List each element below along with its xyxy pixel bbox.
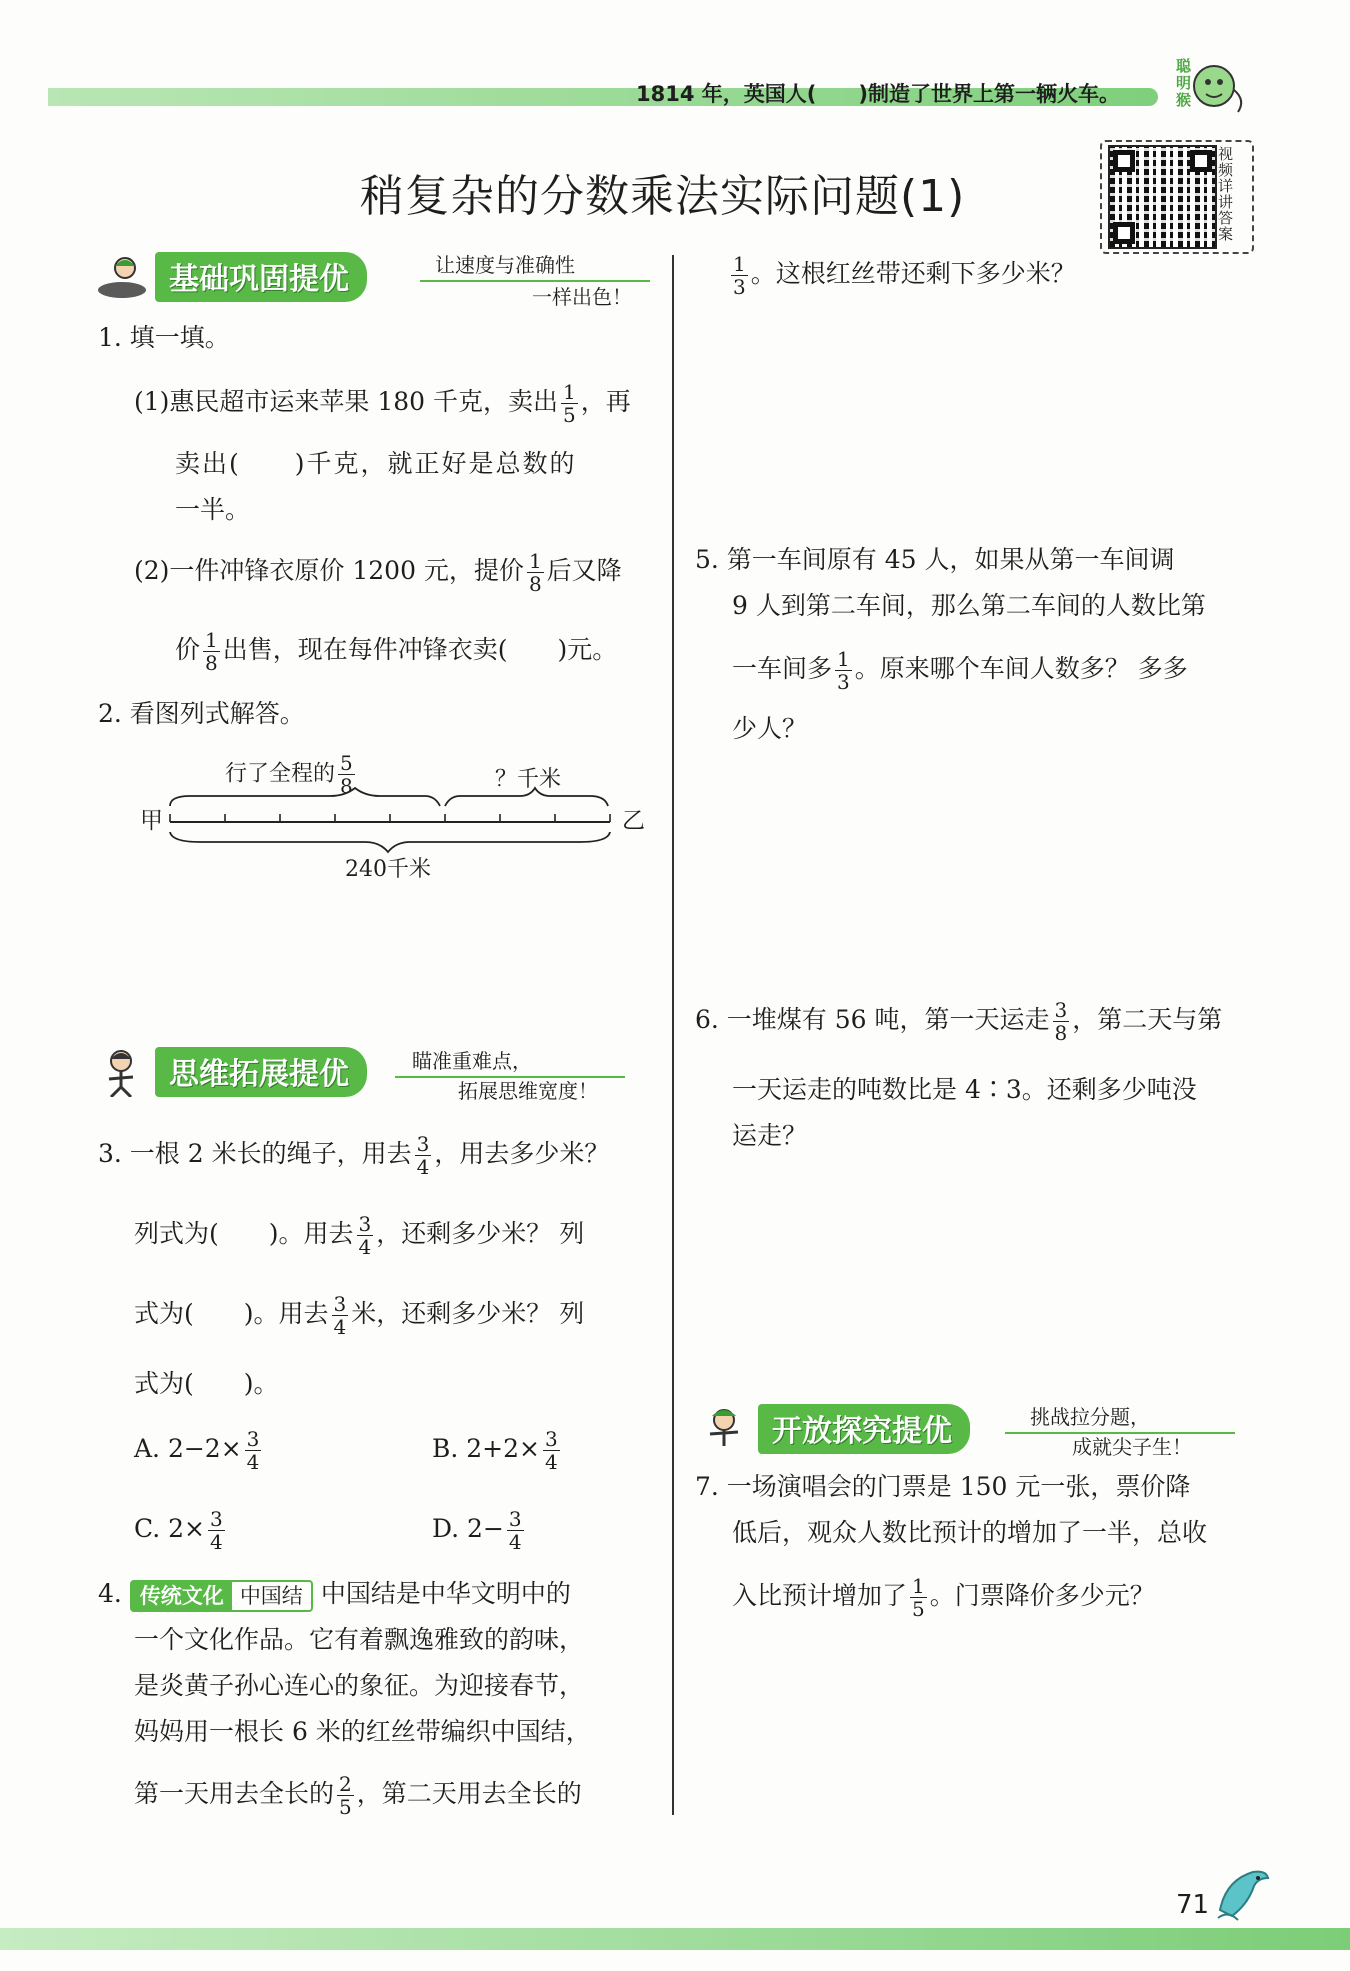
slogan-thinking-1: 瞄准重难点， bbox=[412, 1049, 532, 1073]
fraction: $\frac{2}{5}$ bbox=[339, 1772, 352, 1819]
fraction: $\frac{1}{5}$ bbox=[563, 380, 576, 427]
q1-part1-line3: 一半。 bbox=[175, 495, 251, 524]
runner-mascot-icon bbox=[95, 252, 149, 302]
q3-option-d[interactable]: D. 2− $\frac{3}{4}$ bbox=[432, 1507, 522, 1554]
fraction: $\frac{1}{3}$ bbox=[837, 647, 850, 694]
q5-line2: 9 人到第二车间，那么第二车间的人数比第 bbox=[732, 591, 1206, 620]
thinker-mascot-icon bbox=[95, 1047, 149, 1097]
page-number: 71 bbox=[1176, 1890, 1210, 1920]
q1-part1-line1: (1)惠民超市运来苹果 180 千克，卖出 $\frac{1}{5}$ ，再 bbox=[134, 380, 631, 427]
q3-option-b[interactable]: B. 2+2× $\frac{3}{4}$ bbox=[432, 1427, 558, 1474]
q5-line3: 一车间多 $\frac{1}{3}$ 。原来哪个车间人数多？ 多多 bbox=[732, 647, 1188, 694]
q4-line3: 是炎黄子孙心连心的象征。为迎接春节， bbox=[134, 1671, 585, 1700]
mascot-text: 聪明猴 bbox=[1176, 57, 1192, 109]
q7-line1: 7. 一场演唱会的门票是 150 元一张，票价降 bbox=[695, 1472, 1191, 1501]
q7-line3: 入比预计增加了 $\frac{1}{5}$ 。门票降价多少元？ bbox=[732, 1574, 1155, 1621]
q5-line1: 5. 第一车间原有 45 人，如果从第一车间调 bbox=[695, 545, 1175, 574]
q1-part2-line2: 价 $\frac{1}{8}$ 出售，现在每件冲锋衣卖( )元。 bbox=[175, 628, 618, 675]
slogan-open-2: 成就尖子生！ bbox=[1072, 1435, 1192, 1459]
dolphin-icon bbox=[1208, 1860, 1278, 1930]
footer-band bbox=[0, 1928, 1350, 1950]
fraction: $\frac{3}{4}$ bbox=[358, 1212, 372, 1259]
explorer-mascot-icon bbox=[698, 1404, 752, 1454]
fraction: $\frac{3}{4}$ bbox=[508, 1507, 522, 1554]
q1-part1-line2: 卖出( )千克，就正好是总数的 bbox=[175, 449, 577, 478]
q5-line4: 少人？ bbox=[732, 714, 808, 743]
section-banner-thinking bbox=[95, 1050, 367, 1094]
q1-title: 1. 填一填。 bbox=[98, 323, 230, 352]
tag-traditional-culture: 传统文化 中国结 bbox=[130, 1580, 313, 1612]
page-title: 稍复杂的分数乘法实际问题(1) bbox=[360, 171, 966, 222]
q6-line2: 一天运走的吨数比是 4∶3。还剩多少吨没 bbox=[732, 1075, 1197, 1104]
q1-part2-line1: (2)一件冲锋衣原价 1200 元，提价 $\frac{1}{8}$ 后又降 bbox=[134, 549, 622, 596]
fraction: $\frac{1}{5}$ bbox=[912, 1574, 925, 1621]
q6-line1: 6. 一堆煤有 56 吨，第一天运走 $\frac{3}{8}$ ，第二天与第 bbox=[695, 998, 1223, 1045]
q6-line3: 运走？ bbox=[732, 1121, 808, 1150]
q2-title: 2. 看图列式解答。 bbox=[98, 699, 305, 728]
q4-line2: 一个文化作品。它有着飘逸雅致的韵味， bbox=[134, 1625, 585, 1654]
section-banner-basic bbox=[95, 255, 367, 299]
fraction: $\frac{1}{3}$ bbox=[733, 252, 746, 299]
q2-total: 240千米 bbox=[345, 857, 431, 882]
q4-line5: 第一天用去全长的 $\frac{2}{5}$ ，第二天用去全长的 bbox=[134, 1772, 582, 1819]
fraction: $\frac{5}{8}$ bbox=[340, 751, 353, 798]
q3-line4: 式为( )。 bbox=[134, 1369, 279, 1398]
q2-start: 甲 bbox=[140, 808, 163, 834]
q7-line2: 低后，观众人数比预计的增加了一半，总收 bbox=[732, 1518, 1208, 1547]
slogan-underline bbox=[1005, 1432, 1235, 1434]
q4-line1: 4. 传统文化 中国结 中国结是中华文明中的 bbox=[98, 1570, 571, 1618]
fraction: $\frac{3}{4}$ bbox=[209, 1507, 223, 1554]
q3-option-a[interactable]: A. 2−2× $\frac{3}{4}$ bbox=[134, 1427, 260, 1474]
brace-total bbox=[170, 832, 610, 852]
brace-done bbox=[170, 788, 440, 806]
brace-unknown bbox=[445, 788, 608, 806]
fraction: $\frac{3}{4}$ bbox=[416, 1132, 430, 1179]
fraction: $\frac{3}{8}$ bbox=[1054, 998, 1068, 1045]
slogan-underline bbox=[395, 1076, 625, 1078]
column-divider bbox=[672, 255, 674, 1815]
q3-line1: 3. 一根 2 米长的绳子，用去 $\frac{3}{4}$ ，用去多少米？ bbox=[98, 1132, 610, 1179]
slogan-basic-2: 一样出色！ bbox=[532, 285, 632, 309]
section-label-thinking: 思维拓展提优 bbox=[155, 1047, 367, 1097]
q2-end: 乙 bbox=[622, 808, 645, 834]
section-label-open: 开放探究提优 bbox=[758, 1404, 970, 1454]
slogan-underline bbox=[420, 280, 650, 282]
q3-line3: 式为( )。用去 $\frac{3}{4}$ 米，还剩多少米？ 列 bbox=[134, 1292, 585, 1339]
fraction: $\frac{3}{4}$ bbox=[333, 1292, 347, 1339]
qr-code-icon[interactable] bbox=[1108, 145, 1217, 249]
slogan-basic-1: 让速度与准确性 bbox=[435, 253, 575, 277]
q2-label-unknown: ？千米 bbox=[495, 767, 562, 792]
q2-line-diagram bbox=[160, 786, 620, 856]
header-trivia: 1814 年，英国人( )制造了世界上第一辆火车。 bbox=[636, 82, 1120, 106]
fraction: $\frac{3}{4}$ bbox=[544, 1427, 558, 1474]
q2-label-done: 行了全程的 $\frac{5}{8}$ bbox=[225, 751, 353, 798]
q3-line2: 列式为( )。用去 $\frac{3}{4}$ ，还剩多少米？ 列 bbox=[134, 1212, 585, 1259]
q4-line4: 妈妈用一根长 6 米的红丝带编织中国结， bbox=[134, 1717, 591, 1746]
slogan-thinking-2: 拓展思维宽度！ bbox=[458, 1079, 598, 1103]
section-banner-open bbox=[698, 1407, 970, 1451]
fraction: $\frac{1}{8}$ bbox=[528, 549, 542, 596]
section-label-basic: 基础巩固提优 bbox=[155, 252, 367, 302]
q3-option-c[interactable]: C. 2× $\frac{3}{4}$ bbox=[134, 1507, 223, 1554]
q4-line6: $\frac{1}{3}$ 。这根红丝带还剩下多少米？ bbox=[733, 252, 1076, 299]
qr-label: 视频详讲答案 bbox=[1218, 145, 1234, 243]
fraction: $\frac{1}{8}$ bbox=[205, 628, 218, 675]
slogan-open-1: 挑战拉分题， bbox=[1030, 1405, 1150, 1429]
fraction: $\frac{3}{4}$ bbox=[246, 1427, 260, 1474]
